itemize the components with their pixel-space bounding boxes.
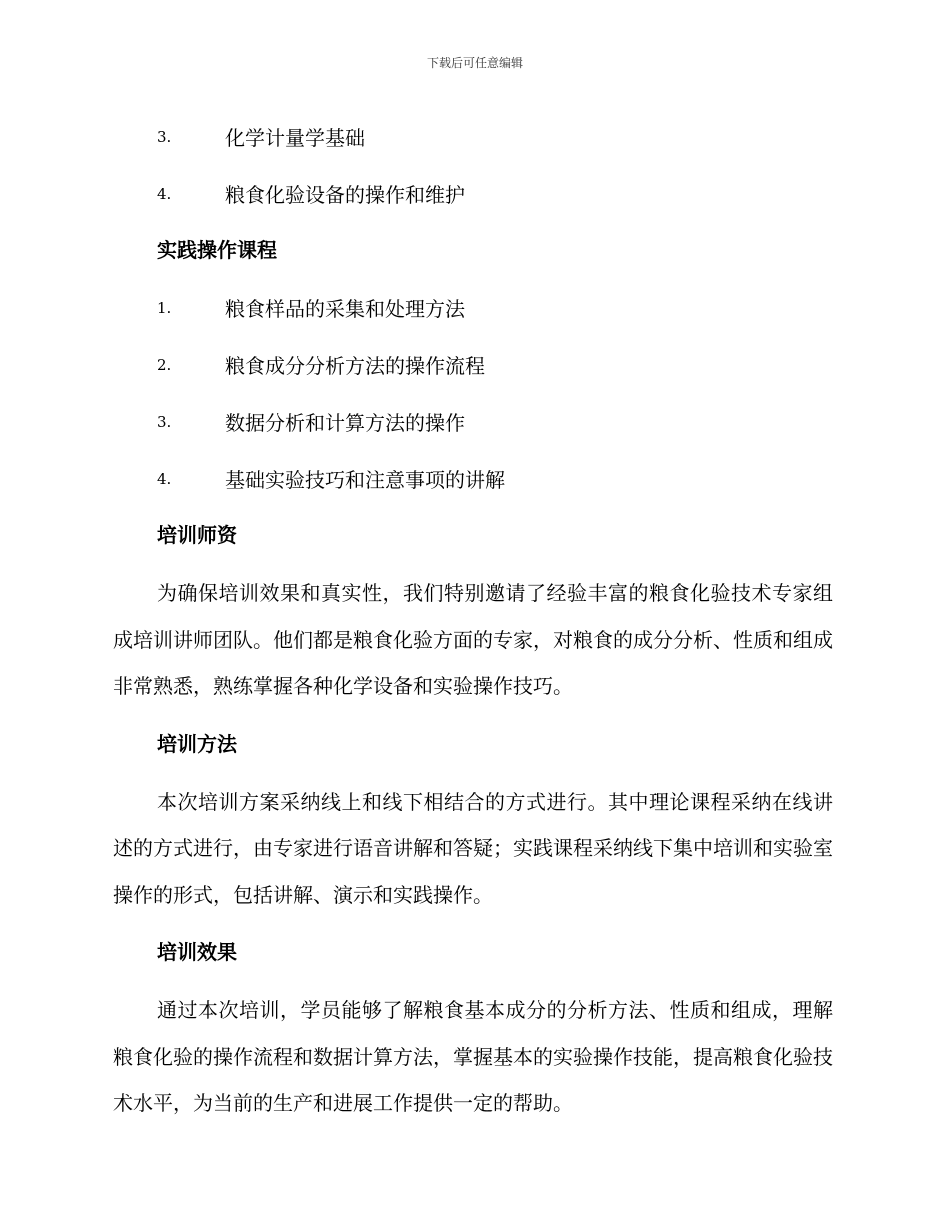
section-heading-effects: 培训效果 — [157, 940, 237, 964]
list-item — [113, 108, 833, 165]
section-heading-practice: 实践操作课程 — [157, 238, 277, 262]
list-number: 2. — [157, 355, 172, 374]
list-text: 基础实验技巧和注意事项的讲解 — [225, 468, 505, 492]
list-item — [113, 279, 833, 336]
section-heading-methods: 培训方法 — [157, 731, 237, 756]
paragraph-effects: 通过本次培训，学员能够了解粮食基本成分的分析方法、性质和组成，理解粮食化验的操作流程和数据计算方法，掌握基本的实验操作技能，提高粮食化验技术水平，为当前的生产和进展工作提供一定的帮助。 — [113, 998, 833, 1115]
list-item — [113, 336, 833, 393]
list-item — [113, 450, 833, 507]
list-number: 4. — [157, 469, 172, 488]
page-header: 下载后可任意编辑 — [426, 56, 523, 70]
paragraph-methods: 本次培训方案采纳线上和线下相结合的方式进行。其中理论课程采纳在线讲述的方式进行，由专家进行语音讲解和答疑；实践课程采纳线下集中培训和实验室操作的形式，包括讲解、演示和实践操作。 — [113, 789, 833, 907]
document-body — [113, 108, 833, 1133]
paragraph-teachers: 为确保培训效果和真实性，我们特别邀请了经验丰富的粮食化验技术专家组成培训讲师团队。他们都是粮食化验方面的专家，对粮食的成分分析、性质和组成非常熟悉，熟练掌握各种化学设备和实验操作技巧。 — [113, 581, 833, 698]
list-text: 粮食样品的采集和处理方法 — [225, 297, 465, 321]
list-item — [113, 165, 833, 222]
list-number: 3. — [157, 127, 172, 146]
list-text: 化学计量学基础 — [225, 126, 365, 150]
list-number: 1. — [157, 298, 172, 317]
list-text: 数据分析和计算方法的操作 — [225, 411, 465, 435]
list-item — [113, 393, 833, 450]
list-text: 粮食成分分析方法的操作流程 — [225, 354, 485, 378]
section-heading-teachers: 培训师资 — [157, 523, 237, 547]
list-number: 4. — [157, 184, 172, 203]
list-number: 3. — [157, 412, 172, 431]
list-text: 粮食化验设备的操作和维护 — [225, 183, 465, 207]
